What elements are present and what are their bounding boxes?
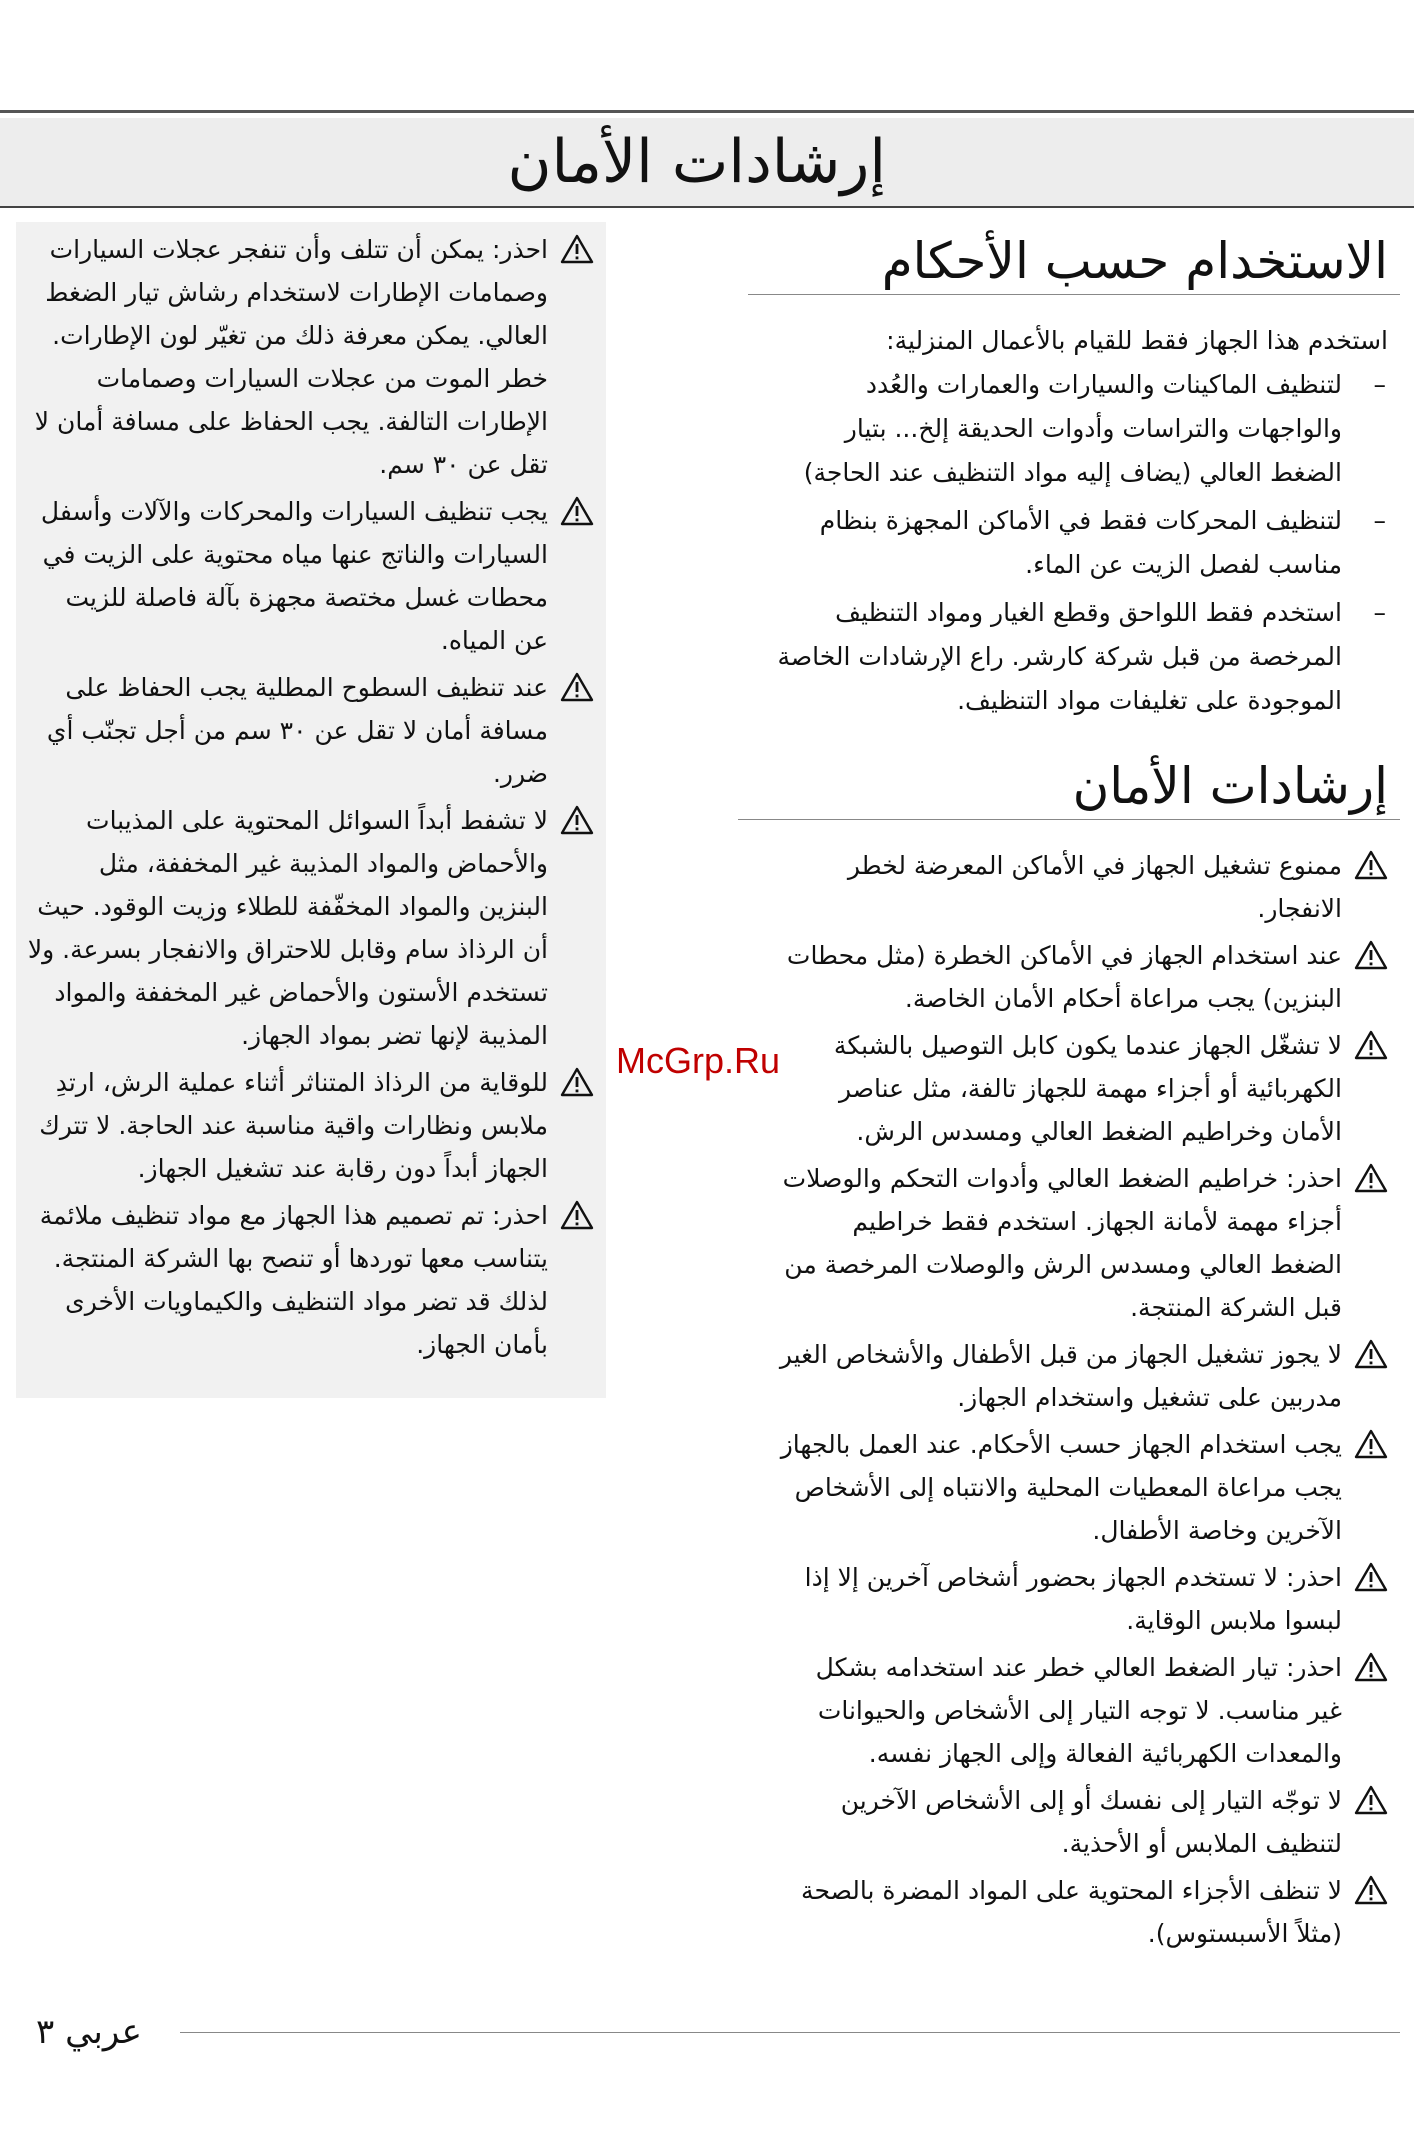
safety-heading: إرشادات الأمان (738, 753, 1400, 820)
safety-item-text: لا يجوز تشغيل الجهاز من قبل الأطفال والأشخاص الغير مدربين على تشغيل واستخدام الجهاز. (779, 1340, 1342, 1412)
warning-triangle-icon (1354, 850, 1388, 880)
list-item (776, 1779, 1400, 1865)
left-item-text: للوقاية من الرذاذ المتناثر أثناء عملية الرش، ارتدِ ملابس ونظارات واقية مناسبة عند الحاجة. لا تترك الجهاز أبداً دون رقابة عند تشغيل الجهاز. (39, 1068, 548, 1183)
list-item (726, 499, 1400, 587)
warning-triangle-icon (1354, 1652, 1388, 1682)
warning-triangle-icon (1354, 1429, 1388, 1459)
list-item (776, 1024, 1400, 1153)
safety-item-text: لا تشغّل الجهاز عندما يكون كابل التوصيل بالشبكة الكهربائية أو أجزاء مهمة للجهاز تالفة، مثل عناصر الأمان وخراطيم الضغط العالي ومسدس الرش. (833, 1031, 1342, 1146)
watermark: McGrp.Ru (616, 1040, 781, 1081)
left-item-text: احذر: يمكن أن تتلف وأن تنفجر عجلات السيارات وصمامات الإطارات لاستخدام رشاش تيار الضغط العالي. يمكن معرفة ذلك من تغيّر لون الإطارات. خطر الموت من عجلات السيارات وصمامات الإطارات التالفة. يجب الحفاظ على مسافة أمان لا تقل عن ٣٠ سم. (34, 235, 548, 479)
list-item (776, 1423, 1400, 1552)
list-item (24, 490, 606, 662)
list-item (776, 1556, 1400, 1642)
safety-item-text: يجب استخدام الجهاز حسب الأحكام. عند العمل بالجهاز يجب مراعاة المعطيات المحلية والانتباه إلى الأشخاص الآخرين وخاصة الأطفال. (780, 1430, 1342, 1545)
use-item-text: استخدم فقط اللواحق وقطع الغيار ومواد التنظيف المرخصة من قبل شركة كارشر. راع الإرشادات الخاصة الموجودة على تغليفات مواد التنظيف. (777, 598, 1342, 715)
safety-item-text: احذر: لا تستخدم الجهاز بحضور أشخاص آخرين إلا إذا لبسوا ملابس الوقاية. (804, 1563, 1342, 1635)
list-item (776, 844, 1400, 930)
left-safety-list (16, 228, 606, 1366)
list-item (776, 1869, 1400, 1955)
right-column (726, 222, 1400, 1959)
left-item-text: لا تشفط أبداً السوائل المحتوية على المذيبات والأحماض والمواد المذيبة غير المخففة، مثل البنزين والمواد المخفّفة للطلاء وزيت الوقود. حيث أن الرذاذ سام وقابل للاحتراق والانفجار بسرعة. ولا تستخدم الأستون والأحماض غير المخففة والمواد المذيبة لإنها تضر بمواد الجهاز. (27, 806, 548, 1050)
dash-icon: – (1373, 598, 1386, 627)
dash-icon: – (1373, 506, 1386, 535)
use-intro: استخدم هذا الجهاز فقط للقيام بالأعمال المنزلية: (886, 326, 1388, 355)
warning-triangle-icon (560, 496, 594, 526)
use-item-text: لتنظيف المحركات فقط في الأماكن المجهزة بنظام مناسب لفصل الزيت عن الماء. (819, 506, 1342, 579)
left-item-text: يجب تنظيف السيارات والمحركات والآلات وأسفل السيارات والناتج عنها مياه محتوية على الزيت في محطات غسل مختصة مجهزة بآلة فاصلة للزيت عن المياه. (40, 497, 548, 655)
list-item (776, 1646, 1400, 1775)
left-item-text: عند تنظيف السطوح المطلية يجب الحفاظ على مسافة أمان لا تقل عن ٣٠ سم من أجل تجنّب أي ضرر. (46, 673, 548, 788)
list-item (776, 934, 1400, 1020)
warning-triangle-icon (1354, 1030, 1388, 1060)
list-item (24, 228, 606, 486)
list-item (726, 363, 1400, 495)
warning-triangle-icon (1354, 940, 1388, 970)
left-item-text: احذر: تم تصميم هذا الجهاز مع مواد تنظيف ملائمة يتناسب معها توردها أو تنصح بها الشركة المنتجة. لذلك قد تضر مواد التنظيف والكيماويات الأخرى بأمان الجهاز. (39, 1201, 548, 1359)
safety-item-text: لا توجّه التيار إلى نفسك أو إلى الأشخاص الآخرين لتنظيف الملابس أو الأحذية. (840, 1786, 1342, 1858)
warning-triangle-icon (560, 1200, 594, 1230)
safety-item-text: لا تنظف الأجزاء المحتوية على المواد المضرة بالصحة (مثلاً الأسبستوس). (801, 1876, 1342, 1948)
use-item-text: لتنظيف الماكينات والسيارات والعمارات والعُدد والواجهات والتراسات وأدوات الحديقة إلخ... بتيار الضغط العالي (يضاف إليه مواد التنظيف عند الحاجة) (803, 370, 1342, 487)
use-list (726, 363, 1400, 723)
warning-triangle-icon (1354, 1875, 1388, 1905)
warning-triangle-icon (560, 805, 594, 835)
top-rule (0, 110, 1414, 113)
list-item (776, 1157, 1400, 1329)
list-item (776, 1333, 1400, 1419)
dash-icon: – (1373, 370, 1386, 399)
warning-triangle-icon (560, 672, 594, 702)
list-item (24, 666, 606, 795)
title-bottom-rule (0, 206, 1414, 208)
list-item (726, 591, 1400, 723)
page-title: إرشادات الأمان (507, 127, 886, 197)
footer-rule (180, 2032, 1400, 2033)
left-column (16, 222, 606, 1398)
warning-triangle-icon (560, 1067, 594, 1097)
warning-triangle-icon (1354, 1163, 1388, 1193)
safety-list (726, 844, 1400, 1955)
list-item (24, 799, 606, 1057)
warning-triangle-icon (1354, 1785, 1388, 1815)
list-item (24, 1194, 606, 1366)
safety-item-text: احذر: خراطيم الضغط العالي وأدوات التحكم والوصلات أجزاء مهمة لأمانة الجهاز. استخدم فقط خراطيم الضغط العالي ومسدس الرش والوصلات المرخصة من قبل الشركة المنتجة. (782, 1164, 1342, 1322)
warning-triangle-icon (1354, 1562, 1388, 1592)
safety-item-text: احذر: تيار الضغط العالي خطر عند استخدامه بشكل غير مناسب. لا توجه التيار إلى الأشخاص والحيوانات والمعدات الكهربائية الفعالة وإلى الجهاز نفسه. (815, 1653, 1342, 1768)
page-footer: عربي ٣ (24, 2010, 154, 2054)
safety-item-text: ممنوع تشغيل الجهاز في الأماكن المعرضة لخطر الانفجار. (847, 851, 1342, 923)
warning-triangle-icon (1354, 1339, 1388, 1369)
use-heading: الاستخدام حسب الأحكام (748, 228, 1400, 295)
safety-item-text: عند استخدام الجهاز في الأماكن الخطرة (مثل محطات البنزين) يجب مراعاة أحكام الأمان الخاصة. (786, 941, 1342, 1013)
list-item (24, 1061, 606, 1190)
warning-triangle-icon (560, 234, 594, 264)
